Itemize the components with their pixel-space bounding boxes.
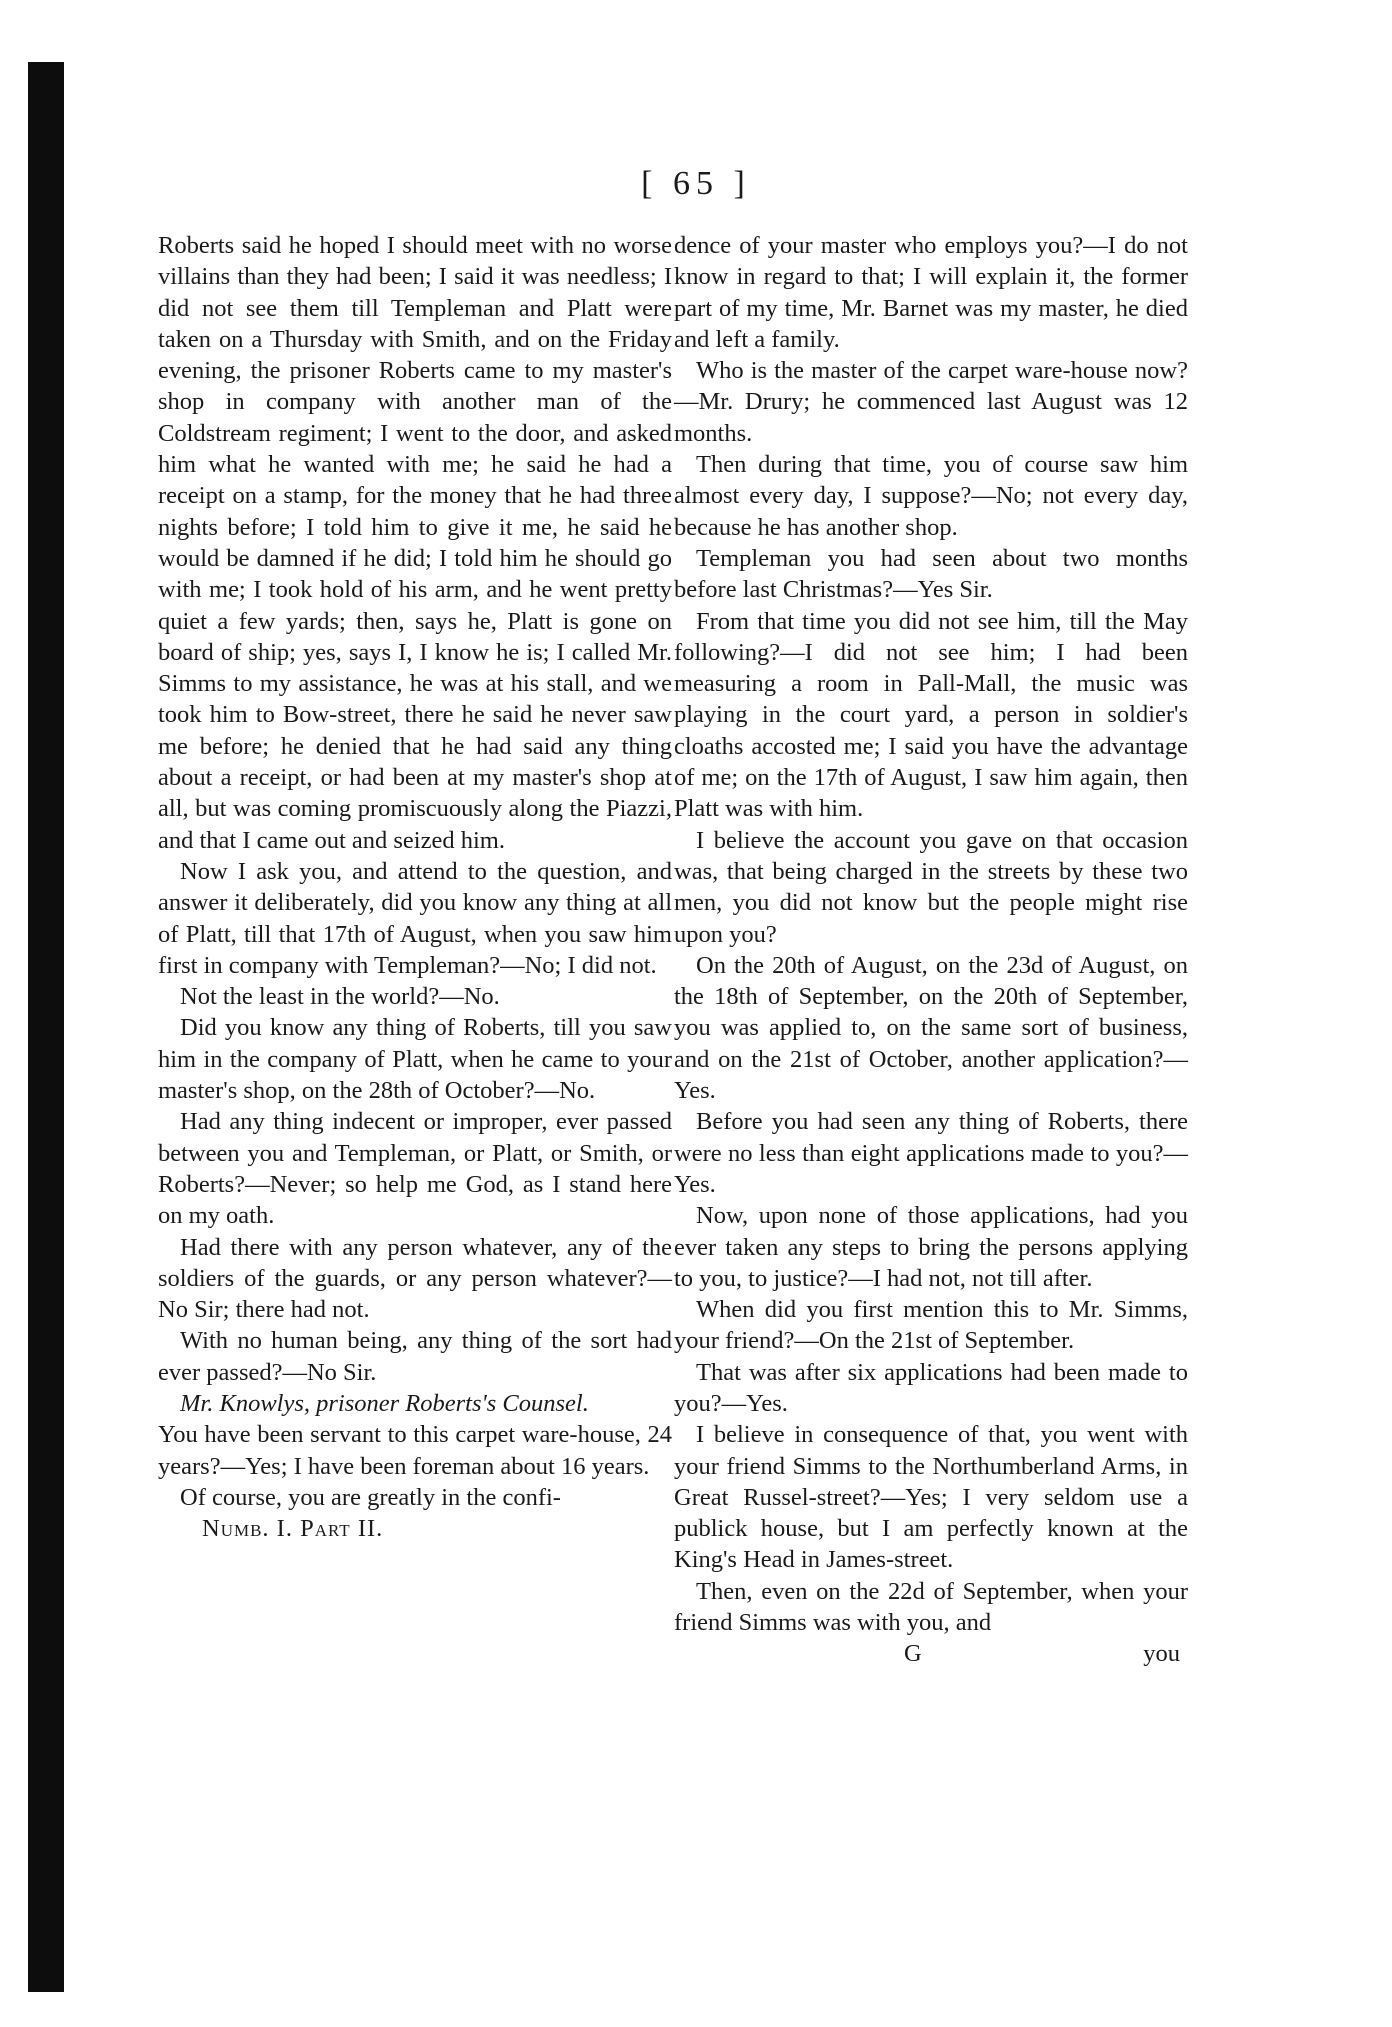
paragraph: With no human being, any thing of the sort had ever passed?—No Sir. bbox=[158, 1327, 672, 1386]
paragraph: Not the least in the world?—No. bbox=[180, 983, 500, 1011]
paragraph: Templeman you had seen about two months before last Christmas?—Yes Sir. bbox=[674, 544, 1188, 604]
paragraph: Then, even on the 22d of September, when your friend Simms was with you, and bbox=[674, 1577, 1188, 1637]
page-number: [ 65 ] bbox=[641, 165, 751, 202]
paragraph: Roberts said he hoped I should meet with no worse villains than they had been; I said it was needless; I did not see them till Templeman and Platt were taken on a Thursday with Smith, and on the Friday evening, the prisoner Roberts came to my master's shop in company with another man of the Coldstream regiment; I went to the door, and asked him what he wanted with me; he said he had a receipt on a stamp, for the money that he had three nights before; I told him to give it me, he said he would be damned if he did; I told him he should go with me; I took hold of his arm, and he went pretty quiet a few yards; then, says he, Platt is gone on board of ship; yes, says I, I know he is; I called Mr. Simms to my assistance, he was at his stall, and we took him to Bow-street, there he said he never saw me before; he denied that he had said any thing about a receipt, or had been at my master's shop at all, but was coming promiscuously along the Piazzi, and that I came out and seized him. bbox=[158, 232, 672, 854]
paragraph: I believe in consequence of that, you went with your friend Simms to the Northumberland Arms, in Great Russel-street?—Yes; I very seldom use a publick house, but I am perfectly known at the King's Head in James-street. bbox=[674, 1421, 1188, 1574]
binding-shadow bbox=[28, 62, 64, 1992]
paragraph: Of course, you are greatly in the confi- bbox=[180, 1483, 561, 1511]
part-footer: Numb. I. Part II. bbox=[202, 1515, 384, 1543]
paragraph bbox=[158, 1388, 672, 1482]
paragraph: Did you know any thing of Roberts, till you saw him in the company of Platt, when he came to your master's shop, on the 28th of October?—No. bbox=[158, 1014, 672, 1105]
paragraph: dence of your master who employs you?—I do not know in regard to that; I will explain it, the former part of my time, Mr. Barnet was my master, he died and left a family. bbox=[674, 232, 1188, 353]
right-column bbox=[674, 230, 1188, 1669]
counsel-heading: Mr. Knowlys, prisoner Roberts's Counsel. bbox=[180, 1389, 589, 1417]
signature-mark: G bbox=[904, 1640, 922, 1668]
left-column bbox=[158, 230, 672, 1544]
paragraph: Now, upon none of those applications, had you ever taken any steps to bring the persons applying to you, to justice?—I had not, not till after. bbox=[674, 1202, 1188, 1292]
paragraph: Now I ask you, and attend to the question, and answer it deliberately, did you know any thing at all of Platt, till that 17th of August, when you saw him first in company with Templeman?—No; I did not. bbox=[158, 857, 672, 979]
paragraph: Had there with any person whatever, any of the soldiers of the guards, or any person whatever?—No Sir; there had not. bbox=[158, 1233, 672, 1324]
paragraph: That was after six applications had been made to you?—Yes. bbox=[674, 1358, 1188, 1417]
paragraph: Before you had seen any thing of Roberts, there were no less than eight applications made to you?—Yes. bbox=[674, 1108, 1188, 1198]
paragraph: I believe the account you gave on that occasion was, that being charged in the streets by these two men, you did not know but the people might rise upon you? bbox=[674, 826, 1188, 948]
paragraph: Who is the master of the carpet ware-house now?—Mr. Drury; he commenced last August was 12 months. bbox=[674, 357, 1188, 447]
page-footer bbox=[674, 1638, 1188, 1669]
paragraph: From that time you did not see him, till the May following?—I did not see him; I had been measuring a room in Pall-Mall, the music was playing in the court yard, a person in soldier's cloaths accosted me; I said you have the advantage of me; on the 17th of August, I saw him again, then Platt was with him. bbox=[674, 607, 1188, 823]
paragraph: When did you first mention this to Mr. Simms, your friend?—On the 21st of September. bbox=[674, 1296, 1188, 1355]
paragraph: Then during that time, you of course saw him almost every day, I suppose?—No; not every day, because he has another shop. bbox=[674, 451, 1188, 541]
catchword: you bbox=[1143, 1640, 1180, 1668]
paragraph-text: You have been servant to this carpet ware-house, 24 years?—Yes; I have been foreman about 16 years. bbox=[158, 1421, 672, 1480]
paragraph: Had any thing indecent or improper, ever passed between you and Templeman, or Platt, or Smith, or Roberts?—Never; so help me God, as I stand here on my oath. bbox=[158, 1108, 672, 1230]
paragraph: On the 20th of August, on the 23d of August, on the 18th of September, on the 20th of September, you was applied to, on the same sort of business, and on the 21st of October, another application?—Yes. bbox=[674, 951, 1188, 1105]
